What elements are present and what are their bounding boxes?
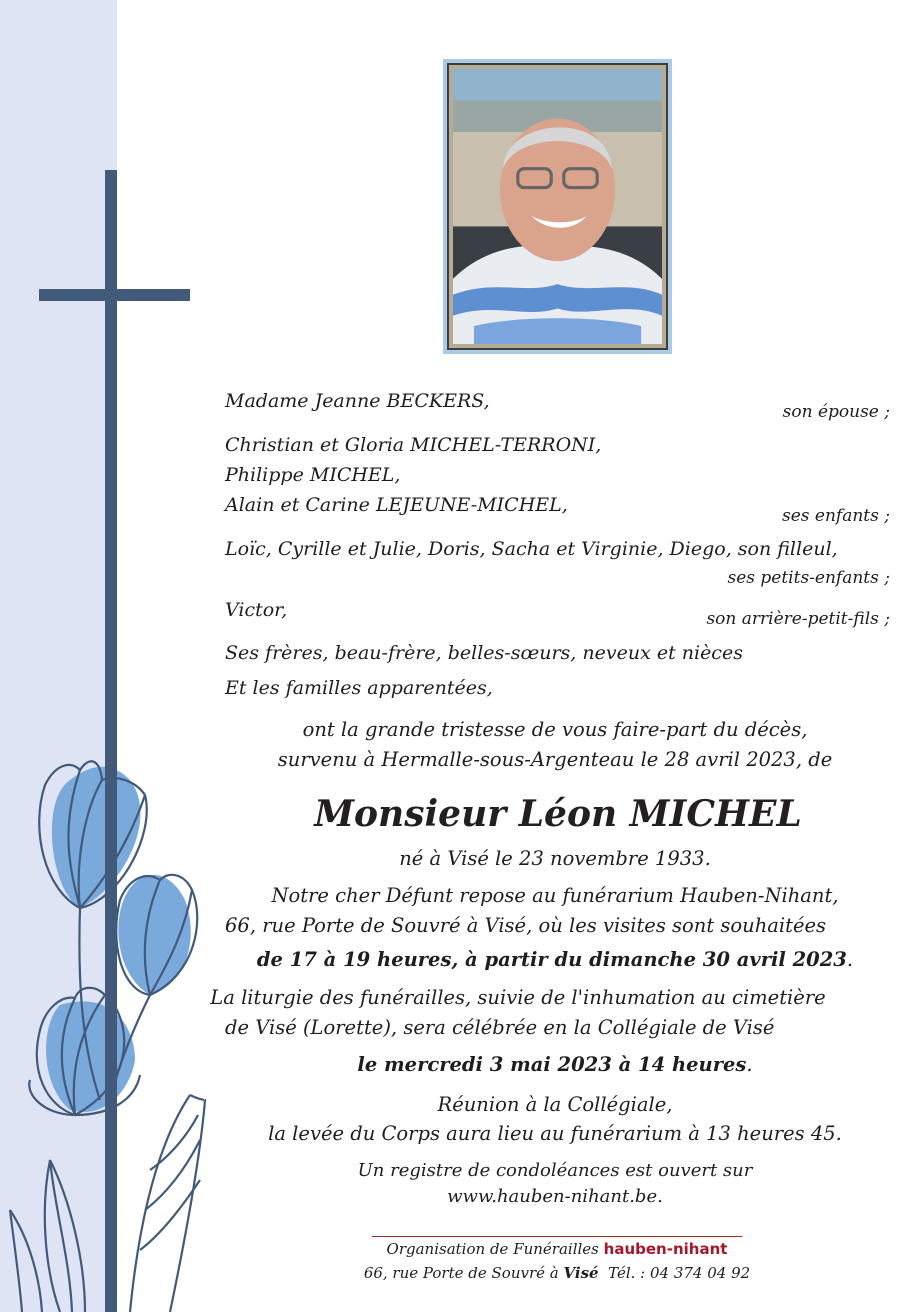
role-great-grandchild: son arrière-petit-fils ;: [706, 609, 890, 629]
footer-phone: Tél. : 04 374 04 92: [608, 1264, 751, 1282]
repose-line-1: Notre cher Défunt repose au funérarium Hauben-Nihant,: [271, 884, 839, 907]
footer-address-city: Visé: [563, 1264, 599, 1282]
family-relatives: Et les familles apparentées,: [225, 677, 493, 699]
meeting-line-2: la levée du Corps aura lieu au funérarium à 13 heures 45.: [268, 1122, 842, 1145]
cross-horizontal: [39, 289, 190, 301]
visits-line: de 17 à 19 heures, à partir du dimanche 30 avril 2023.: [256, 948, 854, 971]
brand-logo: hauben-nihant: [603, 1240, 728, 1258]
ceremony-datetime: le mercredi 3 mai 2023 à 14 heures: [357, 1053, 747, 1076]
footer-address-street: 66, rue Porte de Souvré à: [363, 1264, 559, 1282]
deceased-name: Monsieur Léon MICHEL: [314, 793, 802, 835]
birth-info: né à Visé le 23 novembre 1933.: [399, 847, 711, 870]
liturgy-line-1: La liturgie des funérailles, suivie de l'inhumation au cimetière: [210, 986, 826, 1009]
meeting-line-1: Réunion à la Collégiale,: [437, 1093, 673, 1116]
register-website: www.hauben-nihant.be.: [447, 1186, 663, 1207]
family-child-2: Philippe MICHEL,: [225, 464, 401, 486]
family-great-grandchild: Victor,: [225, 599, 288, 621]
footer-divider: [372, 1236, 742, 1237]
visits-hours: de 17 à 19 heures, à partir du dimanche 30 avril 2023: [256, 948, 847, 971]
family-child-1: Christian et Gloria MICHEL-TERRONI,: [225, 434, 602, 456]
repose-line-2: 66, rue Porte de Souvré à Visé, où les visites sont souhaitées: [225, 914, 827, 937]
liturgy-line-2: de Visé (Lorette), sera célébrée en la Collégiale de Visé: [225, 1016, 775, 1039]
announce-line-1: ont la grande tristesse de vous faire-part du décès,: [302, 718, 808, 741]
family-spouse: Madame Jeanne BECKERS,: [225, 390, 490, 412]
family-child-3: Alain et Carine LEJEUNE-MICHEL,: [225, 494, 568, 516]
role-spouse: son épouse ;: [782, 402, 890, 422]
footer-organisation: [372, 1240, 742, 1258]
family-siblings: Ses frères, beau-frère, belles-sœurs, neveux et nièces: [225, 642, 743, 664]
announce-line-2: survenu à Hermalle-sous-Argenteau le 28 avril 2023, de: [277, 748, 833, 771]
family-grandchildren: Loïc, Cyrille et Julie, Doris, Sacha et Virginie, Diego, son filleul,: [225, 538, 838, 560]
role-children: ses enfants ;: [782, 506, 890, 526]
role-grandchildren: ses petits-enfants ;: [727, 568, 890, 588]
register-line-1: Un registre de condoléances est ouvert sur: [357, 1160, 753, 1181]
ceremony-line: le mercredi 3 mai 2023 à 14 heures.: [357, 1053, 753, 1076]
portrait-photo: [443, 59, 672, 354]
footer-org-prefix: Organisation de Funérailles: [386, 1240, 599, 1258]
footer-address: [362, 1264, 752, 1282]
